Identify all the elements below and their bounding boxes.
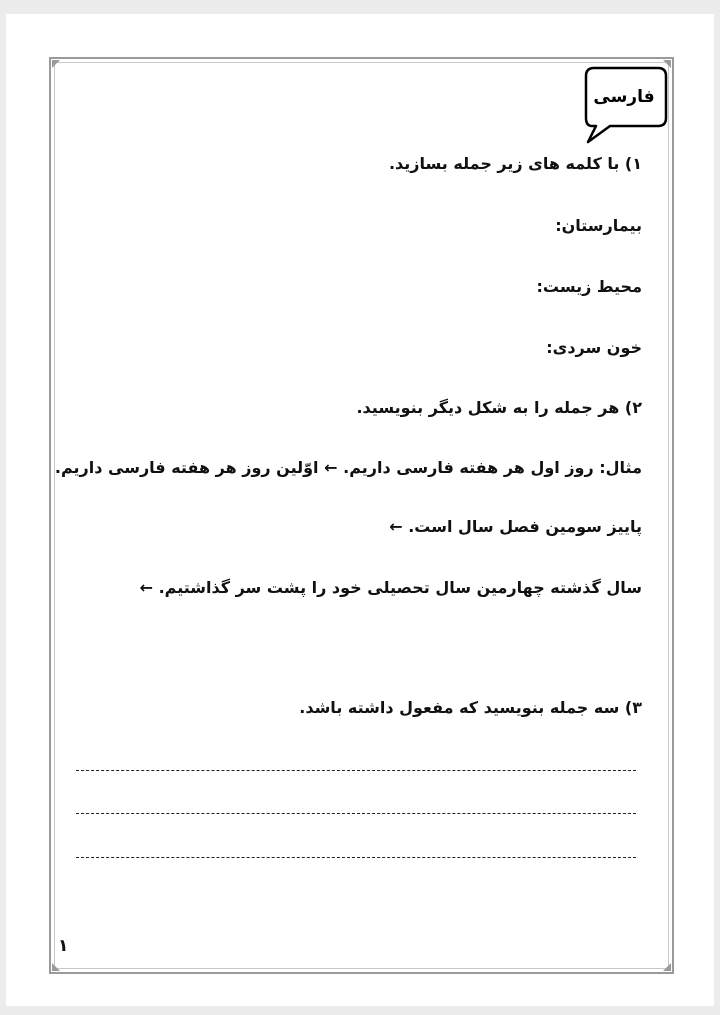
- q2-heading: ۲) هر جمله را به شکل دیگر بنویسید.: [356, 398, 642, 417]
- corner-ornament-bottom-left: [52, 963, 60, 971]
- arrow-left-icon: ←: [389, 517, 403, 536]
- arrow-left-icon: ←: [324, 458, 338, 477]
- example-result: اوّلین روز هر هفته فارسی داریم.: [54, 458, 319, 477]
- q1-word-1: بیمارستان:: [555, 216, 642, 235]
- corner-ornament-bottom-right: [663, 963, 671, 971]
- answer-line-1[interactable]: [76, 770, 636, 771]
- corner-ornament-top-left: [52, 60, 60, 68]
- q1-word-3: خون سردی:: [546, 338, 642, 357]
- q1-word-2: محیط زیست:: [536, 277, 642, 296]
- q2-item-text: سال گذشته چهارمین سال تحصیلی خود را پشت سر گذاشتیم.: [158, 578, 642, 597]
- q1-heading: ۱) با کلمه های زیر جمله بسازید.: [388, 154, 642, 173]
- page-border-inner: [54, 62, 669, 969]
- q2-example: [55, 458, 642, 477]
- q2-item-2: [140, 578, 642, 597]
- page-number: ۱: [58, 936, 69, 956]
- q2-item-text: پاییز سومین فصل سال است.: [408, 517, 642, 536]
- subject-badge: فارسی: [593, 87, 655, 107]
- arrow-left-icon: ←: [139, 578, 153, 597]
- example-source: روز اول هر هفته فارسی داریم.: [343, 458, 594, 477]
- q2-item-1: [389, 517, 642, 536]
- example-label: مثال:: [599, 458, 642, 477]
- answer-line-2[interactable]: [76, 813, 636, 814]
- answer-line-3[interactable]: [76, 857, 636, 858]
- q3-heading: ۳) سه جمله بنویسید که مفعول داشته باشد.: [299, 698, 642, 717]
